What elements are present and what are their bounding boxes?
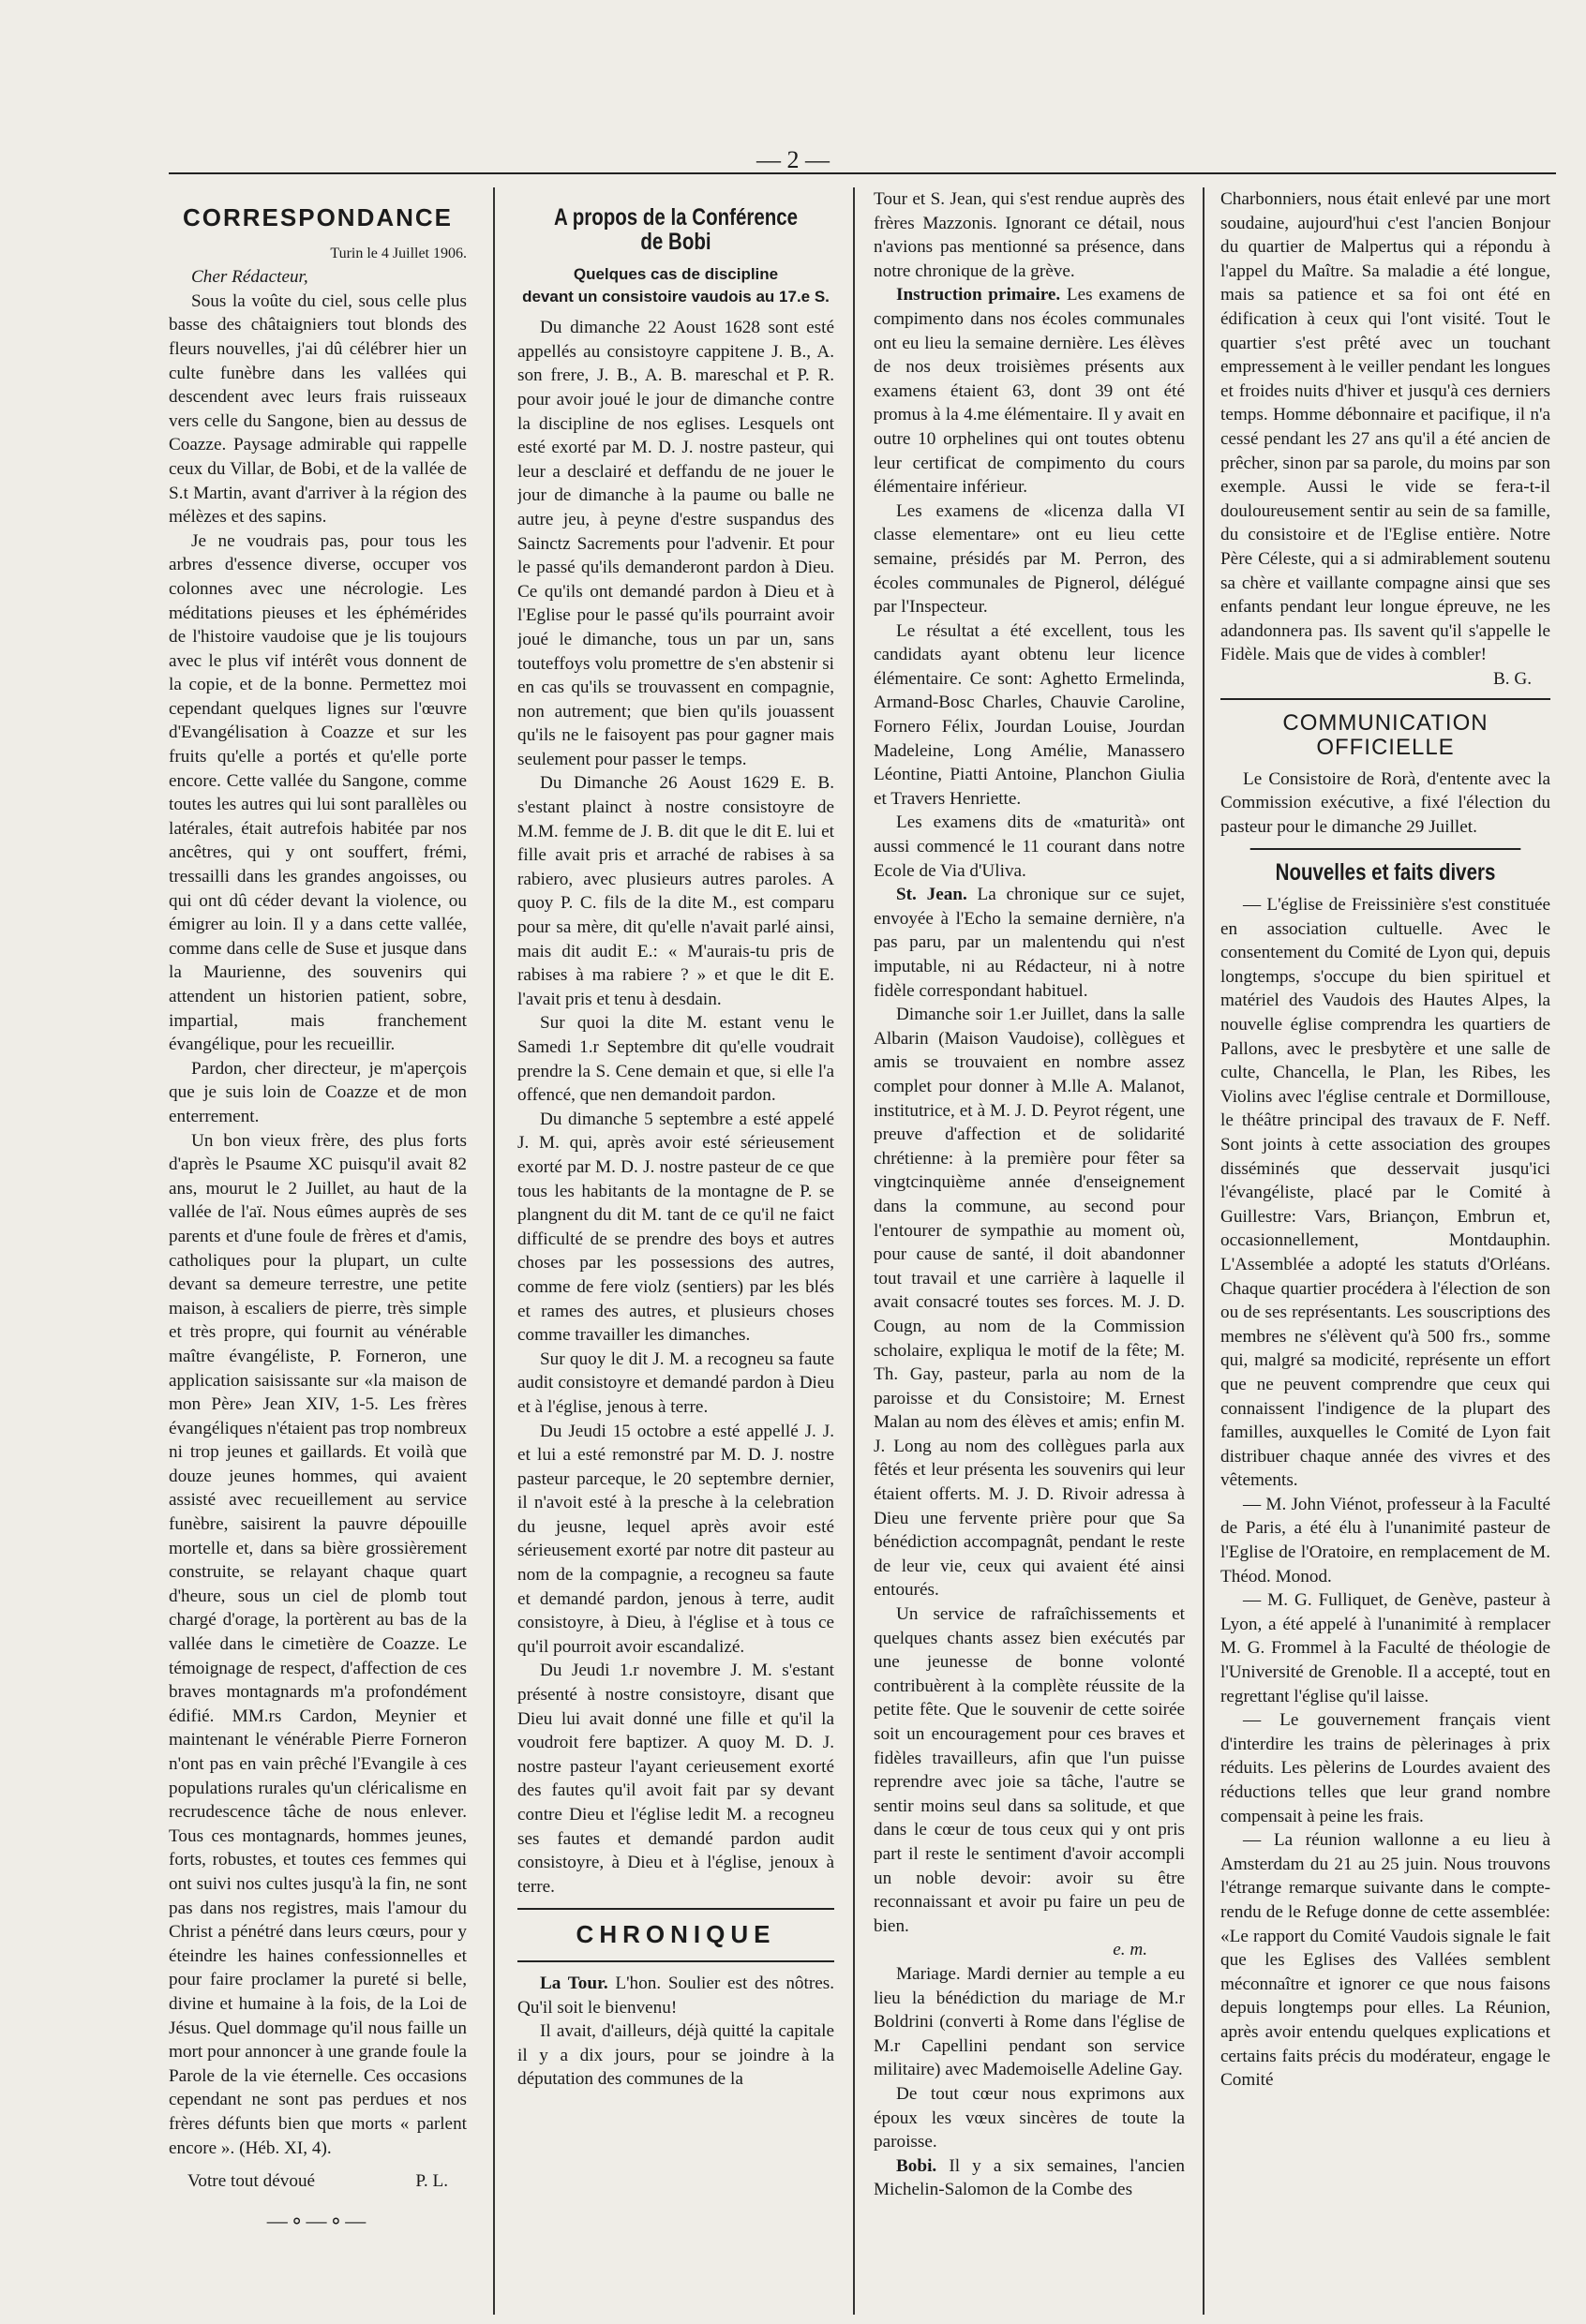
paragraph: Le résultat a été excellent, tous les candidats ayant obtenu leur licence élémentaire. Ce sont: Aghetto Ermelinda, Armand-Bosc Charles, Chauvie Caroline, Fornero Félix, Jourdan Louise, Jourdan Madeleine, Long Amélie, Manassero Léontine, Piatti Antoine, Planchon Giulia et Travers Henriette. — [874, 620, 1185, 809]
ornament: —∘—∘— — [266, 2208, 369, 2232]
communication-heading: COMMUNICATION OFFICIELLE — [1220, 698, 1550, 759]
news-item: — La réunion wallonne a eu lieu à Amsterdam du 21 au 25 juin. Nous trouvons l'étrange remarque suivante dans le compte-rendu de le Refuge donne de cette assemblée: «Le rapport du Comité Vaudois signale le fait que les Eglises des Vallées semblent méconnaître et ignorer ce que nous faisons depuis longtemps pour elles. La Réunion, après avoir entendu quelques explications et certains faits précis du modérateur, engage le Comité — [1220, 1830, 1550, 2091]
paragraph-text: L'hon. Soulier est des nôtres. Qu'il soit le bienvenu! — [517, 1973, 834, 2018]
news-item: — Le gouvernement français vient d'interdire les trains de pèlerinages à prix réduits. Les pèlerins de Lourdes avaient des réductions telles que leur grand nombre compensait à peine les frais. — [1220, 1710, 1550, 1826]
paragraph: Il avait, d'ailleurs, déjà quitté la capitale il y a dix jours, pour se joindre à la députation des communes de la — [517, 2021, 834, 2090]
paragraph: Sur quoy le dit J. M. a recogneu sa faute audit consistoyre et demandé pardon à Dieu et à l'église, jenous à terre. — [517, 1348, 834, 1417]
paragraph: Tour et S. Jean, qui s'est rendue auprès des frères Mazzonis. Ignorant ce détail, nous n'avions pas mentionné sa présence, dans notre chronique de la grève. — [874, 189, 1185, 281]
paragraph — [874, 883, 1185, 1003]
paragraph: Du Jeudi 15 octobre a esté appellé J. J. et lui a esté remonstré par M. D. J. nostre pasteur parceque, le 20 septembre dernier, il n'avoit esté à la presche à la celebration du jeusne, lequel après avoir esté sérieusement exorté par notre dit pasteur au nom de la compagnie, a recogneu sa faute et demandé pardon, jenous à terre, audit consistoyre, à Dieu, à l'église et à tous ce qu'il pourroit avoir escandalizé. — [517, 1421, 834, 1657]
paragraph-text: Il y a six semaines, l'ancien Michelin-Salomon de la Combe des — [874, 2155, 1185, 2200]
paragraph: Les examens dits de «maturità» ont aussi commencé le 11 courant dans notre Ecole de Via d'Uliva. — [874, 812, 1185, 881]
section-heading: CORRESPONDANCE — [182, 203, 454, 231]
column-correspondance — [169, 187, 467, 2287]
subheading-line: Quelques cas de discipline — [573, 265, 779, 284]
column-divider — [493, 187, 495, 2315]
place-label: St. Jean. — [896, 885, 967, 905]
place-label: Bobi. — [896, 2155, 937, 2176]
chronique-heading: CHRONIQUE — [517, 1908, 834, 1962]
paragraph: Un service de rafraîchissements et quelques chants assez bien exécutés par une jeunesse de bonne volonté contribuèrent à la complète réussite de la petite fête. Que le souvenir de cette soirée soit un encouragement pour ces braves et fidèles travailleurs, afin que l'un puisse reprendre avec joie sa tâche, l'autre se sentir moins seul dans sa solitude, et que dans le cœur de tous ceux qui y ont pris part il reste le sentiment d'avoir accompli un noble devoir: avoir su être reconnaissant et avoir pu faire un peu de bien. — [874, 1604, 1185, 1936]
column-nouvelles — [1220, 187, 1550, 2287]
closing: Votre tout dévoué — [187, 2171, 316, 2192]
section-heading: A propos de la Conférence de Bobi — [553, 204, 799, 255]
paragraph: Du dimanche 22 Aoust 1628 sont esté appellés au consistoyre cappitene J. B., A. son frere, J. B., A. B. mareschal et P. R. pour avoir joué le jour de dimanche contre la discipline de nos eglises. Lesquels ont esté exorté par M. D. J. nostre pasteur, qui leur a desclairé et deffandu de ne jouer le jour de dimanche à la paume ou balle ne autre jeu, à peyne d'estre suspandus des Sainctz Sacrements pour l'advenir. Et pour le passé qu'ils demanderont pardon à Dieu. Ce qu'ils ont demandé pardon à Dieu et à l'Eglise pour le passé qu'ils pourraint avoir joué le dimanche, tous un par un, sans touteffoys volu promettre de s'en abstenir si en cas qu'ils se trouvassent en compagnie, non autrement; que bien qu'ils jouassent qu'ils ne le faisoyent pas pour gagner mais seulement pour passer le temps. — [517, 318, 834, 769]
subheading-line: devant un consistoire vaudois au 17.e S. — [522, 288, 830, 306]
paragraph — [517, 1972, 834, 2019]
paragraph: Mariage. Mardi dernier au temple a eu lieu la bénédiction du mariage de M.r Boldrini (converti à Rome dans l'église de M.r Capellini pendant son service militaire) avec Mademoiselle Adeline Gay. — [874, 1963, 1185, 2080]
paragraph — [874, 283, 1185, 499]
initials: P. L. — [415, 2171, 448, 2192]
paragraph-text: La chronique sur ce sujet, envoyée à l'Echo la semaine dernière, n'a pas paru, par un malentendu qui n'est imputable, ni au Rédacteur, ni à notre fidèle correspondant habituel. — [874, 885, 1185, 1001]
paragraph-text: Les examens de compimento dans nos écoles communales ont eu lieu la semaine dernière. Les élèves de nos deux troisièmes présents aux examens étaient 63, dont 39 ont été promus à la 4.me élémentaire. Il y avait en outre 10 orphelines qui ont toutes obtenu leur certificat de compimento du cours élémentaire inférieur. — [874, 285, 1185, 498]
place-label: La Tour. — [540, 1973, 608, 1993]
news-item: — M. John Viénot, professeur à la Faculté de Paris, a été élu à l'unanimité pasteur de l'Eglise de l'Oratoire, en remplacement de M. Théod. Monod. — [1220, 1494, 1550, 1587]
salutation: Cher Rédacteur, — [191, 267, 308, 288]
header-rule — [169, 172, 1556, 174]
paragraph: Sur quoi la dite M. estant venu le Samedi 1.r Septembre dit qu'elle voudrait prendre la S. Cene demain et que, si elle l'a offencé, que nen demandoit pardon. — [517, 1013, 834, 1106]
paragraph: Du Jeudi 1.r novembre J. M. s'estant présenté à nostre consistoyre, disant que Dieu lui avait donné une fille et qu'il la voudroit fere baptizer. A quoy M. D. J. nostre pasteur l'ayant cerieusement exorté des fautes qu'il avoit fait par sy devant contre Dieu et l'église ledit M. a recogneu ses fautes et demandé pardon audit consistoyre, à Dieu et à l'église, jenoux à terre. — [517, 1661, 834, 1897]
signature-line — [169, 2160, 467, 2194]
column-divider — [1203, 187, 1204, 2315]
paragraph: De tout cœur nous exprimons aux époux les vœux sincères de toute la paroisse. — [874, 2083, 1185, 2153]
paragraph: Du Dimanche 26 Aoust 1629 E. B. s'estant plainct à nostre consistoyre de M.M. femme de J. B. dit que le dit E. lui et fille avait pris et arraché de rabises à sa rabiero, avec plusieurs autres paroles. A quoy P. C. fils de la dite M., est comparu pour sa mère, dit qu'elle n'avait parlé ainsi, mais dit audit E.: « M'aurais-tu pris de rabises à ma rabiere ? » et que le dit E. l'avait pris et tenu à desdain. — [517, 773, 834, 1009]
news-item: — M. G. Fulliquet, de Genève, pasteur à Lyon, a été appelé à l'unanimité à remplacer M. G. Frommel à la Faculté de théologie de l'Université de Grenoble. Il a accepté, tout en regrettant l'église qu'il laisse. — [1220, 1590, 1550, 1706]
column-divider — [853, 187, 855, 2315]
paragraph: Du dimanche 5 septembre a esté appelé J. M. qui, après avoir esté sérieusement exorté par M. D. J. nostre pasteur de ce que tous les habitants de la montagne de P. se plangnent du dit M. tant de ce qu'il ne faict difficulté de se prendre des boys et autres choses par les possessions des autres, comme de fere violz (sentiers) par les blés et rames des autres, et plusieurs choses comme travailler les dimanches. — [517, 1109, 834, 1346]
paragraph: Le Consistoire de Rorà, d'entente avec la Commission exécutive, a fixé l'élection du pasteur pour le dimanche 29 Juillet. — [1220, 768, 1550, 837]
paragraph: Sous la voûte du ciel, sous celle plus basse des châtaigniers tout blonds des fleurs nouvelles, j'ai dû célébrer hier un culte funèbre dans les vallées qui descendent avec leurs frais ruisseaux vers celle du Sangone, bien au dessus de Coazze. Paysage admirable qui rappelle ceux du Villar, de Bobi, et de la vallée de S.t Martin, avant d'arriver à la région des mélèzes et des sapins. — [169, 290, 467, 528]
paragraph: Un bon vieux frère, des plus forts d'après le Psaume XC puisqu'il avait 82 ans, mourut le 2 Juillet, au haut de la vallée de l'aï. Nous eûmes auprès de ses parents et d'une foule de frères et d'amis, catholiques pour la plupart, un culte devant sa demeure terrestre, une petite maison, à escaliers de pierre, très simple et très propre, qui fournit au vénérable maître évangéliste, P. Forneron, une application saisissante sur «la maison de mon Père» Jean XIV, 1-5. Les frères évangéliques n'étaient pas trop nombreux ni trop jeunes et gaillards. Et voilà que douze jeunes hommes, qui avaient assisté avec recueillement au service funèbre, saisirent la pauvre dépouille mortelle et, dans sa bière grossièrement construite, se relayant chaque quart d'heure, sous un ciel de plomb tout chargé d'orage, la portèrent au bas de la vallée dans le cimetière de Coazze. Le témoignage de respect, d'affection de ces braves montagnards m'a profondément édifié. MM.rs Cardon, Meynier et maintenant le vénérable Pierre Forneron n'ont pas en vain prêché l'Evangile à ces populations rurales qu'un cléricalisme en recrudescence tâche de nous enlever. Tous ces montagnards, hommes jeunes, forts, robustes, et toutes ces femmes qui ont suivi nos cultes jusqu'à la fin, ne sont pas dans nos registres, mais l'amour du Christ a pénétré dans leurs cœurs, pour y éteindre les haines confessionnelles et pour faire proclamer la pureté si belle, divine et humaine à la fois, de la Loi de Jésus. Quel dommage qu'il nous faille un mort pour annoncer à une grande foule la Parole de la vie éternelle. Ces occasions cependant ne sont pas perdues et nos frères défunts bien que morts « parlent encore ». (Héb. XI, 4). — [169, 1130, 467, 2158]
signature: B. G. — [1492, 668, 1532, 689]
signature: e. m. — [1113, 1940, 1147, 1960]
column-conference — [517, 187, 834, 2287]
paragraph: Les examens de «licenza dalla VI classe elementare» ont eu lieu cette semaine, présidés par M. Perron, des écoles communales de Pignerol, délégué par l'Inspecteur. — [874, 500, 1185, 618]
topic-label: Instruction primaire. — [896, 285, 1061, 305]
dateline: Turin le 4 Juillet 1906. — [330, 245, 467, 261]
nouvelles-heading: Nouvelles et faits divers — [1250, 848, 1521, 886]
paragraph — [874, 2154, 1185, 2202]
paragraph: Charbonniers, nous était enlevé par une mort soudaine, aujourd'hui c'est l'ancien Bonjour du quartier de Malpertus qui a répondu à l'appel du Maître. Sa maladie a été longue, mais sa patience et sa foi ont été en édification à ceux qui l'ont visité. Tout le quartier s'est prêté avec un touchant empressement à le veiller pendant les longues et froides nuits d'hiver et jusqu'à ces derniers temps. Homme débonnaire et pacifique, il n'a cessé pendant les 27 ans qu'il a été ancien de prêcher, sinon par sa parole, du moins par son exemple. Aussi le vide se fera-t-il douloureusement sentir au sein de sa famille, du consistoire et de l'Eglise entière. Notre Père Céleste, qui a si admirablement soutenu sa chère et vaillante compagne ainsi que ses enfants pendant leur longue épreuve, ne les adandonnera pas. Ils savent qu'il s'appelle le Fidèle. Mais que de vides à combler! — [1220, 189, 1550, 665]
news-item: — L'église de Freissinière s'est constituée en association cultuelle. Avec le consentement du Comité de Lyon qui, depuis longtemps, s'occupe du bien spirituel et matériel des Vaudois des Hautes Alpes, la nouvelle église comprendra les quartiers de Pallons, avec le presbytère et une salle de culte, Chancella, le Plan, les Ribes, les Violins avec l'église centrale et Dormillouse, le théâtre principal des travaux de F. Neff. Sont joints à cette association des groupes disséminés que desservait jusqu'ici l'évangéliste, placé par le Comité à Guillestre: Vars, Briançon, Embrun et, occasionnellement, Montdauphin. L'Assemblée a adopté les statuts d'Orléans. Chaque quartier procédera à l'élection de son ou de ses représentants. Les souscriptions des membres ne s'élèvent qu'à 500 frs., somme qui, malgré sa modicité, représente un effort que ne peuvent comprendre que ceux qui connaissent l'indigence de la plupart des familles, auxquelles le Comité de Lyon fait distribuer chaque année des vivres et des vêtements. — [1220, 895, 1550, 1491]
subheading — [517, 263, 834, 308]
paragraph: Pardon, cher directeur, je m'aperçois que je suis loin de Coazze et de mon enterrement. — [169, 1058, 467, 1126]
paragraph: Dimanche soir 1.er Juillet, dans la salle Albarin (Maison Vaudoise), collègues et amis se trouvaient en nombre assez complet pour donner à M.lle A. Malanot, institutrice, et à M. J. D. Peyrot régent, une preuve d'affection et de solidarité chrétienne: à la première pour fêter sa vingtcinquième année d'enseignement dans la commune, au second pour l'entourer de sympathie au moment où, pour cause de santé, il doit abandonner tout travail et une carrière à laquelle il avait consacré toutes ses forces. M. J. D. Cougn, au nom de la Commission scholaire, expliqua le motif de la fête; M. Th. Gay, pasteur, parla au nom de la paroisse et du Consistoire; M. Ernest Malan au nom des élèves et amis; enfin M. J. Long au nom des collègues parla aux fêtés et leur présenta les souvenirs qui leur étaient offerts. M. J. D. Rivoir adressa à Dieu une fervente prière pour que Sa bénédiction accompagnât, pendant le reste de leur vie, ceux qui avaient été ainsi entourés. — [874, 1005, 1185, 1601]
paragraph: Je ne voudrais pas, pour tous les arbres d'essence diverse, occuper vos colonnes avec une nécrologie. Les méditations pieuses et les éphémérides de l'histoire vaudoise que je lis toujours avec le plus vif intérêt vous donnent de la copie, et de la bonne. Permettez moi cependant quelques lignes sur l'œuvre d'Evangélisation à Coazze et sur les fruits qu'elle a portés et qu'elle porte encore. Cette vallée du Sangone, comme toutes les autres qui lui sont parallèles ou latérales, était autrefois habitée par nos ancêtres, qui y ont souffert, frémi, tressailli dans les grandes angoisses, ou qui ont dû céder devant la violence, ou émigrer au loin. Il y a dans cette vallée, comme dans celle de Suse et jusque dans la Maurienne, des souvenirs qui attendent un historien patient, sobre, impartial, mais franchement évangélique, pour les recueillir. — [169, 530, 467, 1055]
column-chronique — [874, 187, 1185, 2287]
page-number: — 2 — — [756, 146, 830, 173]
